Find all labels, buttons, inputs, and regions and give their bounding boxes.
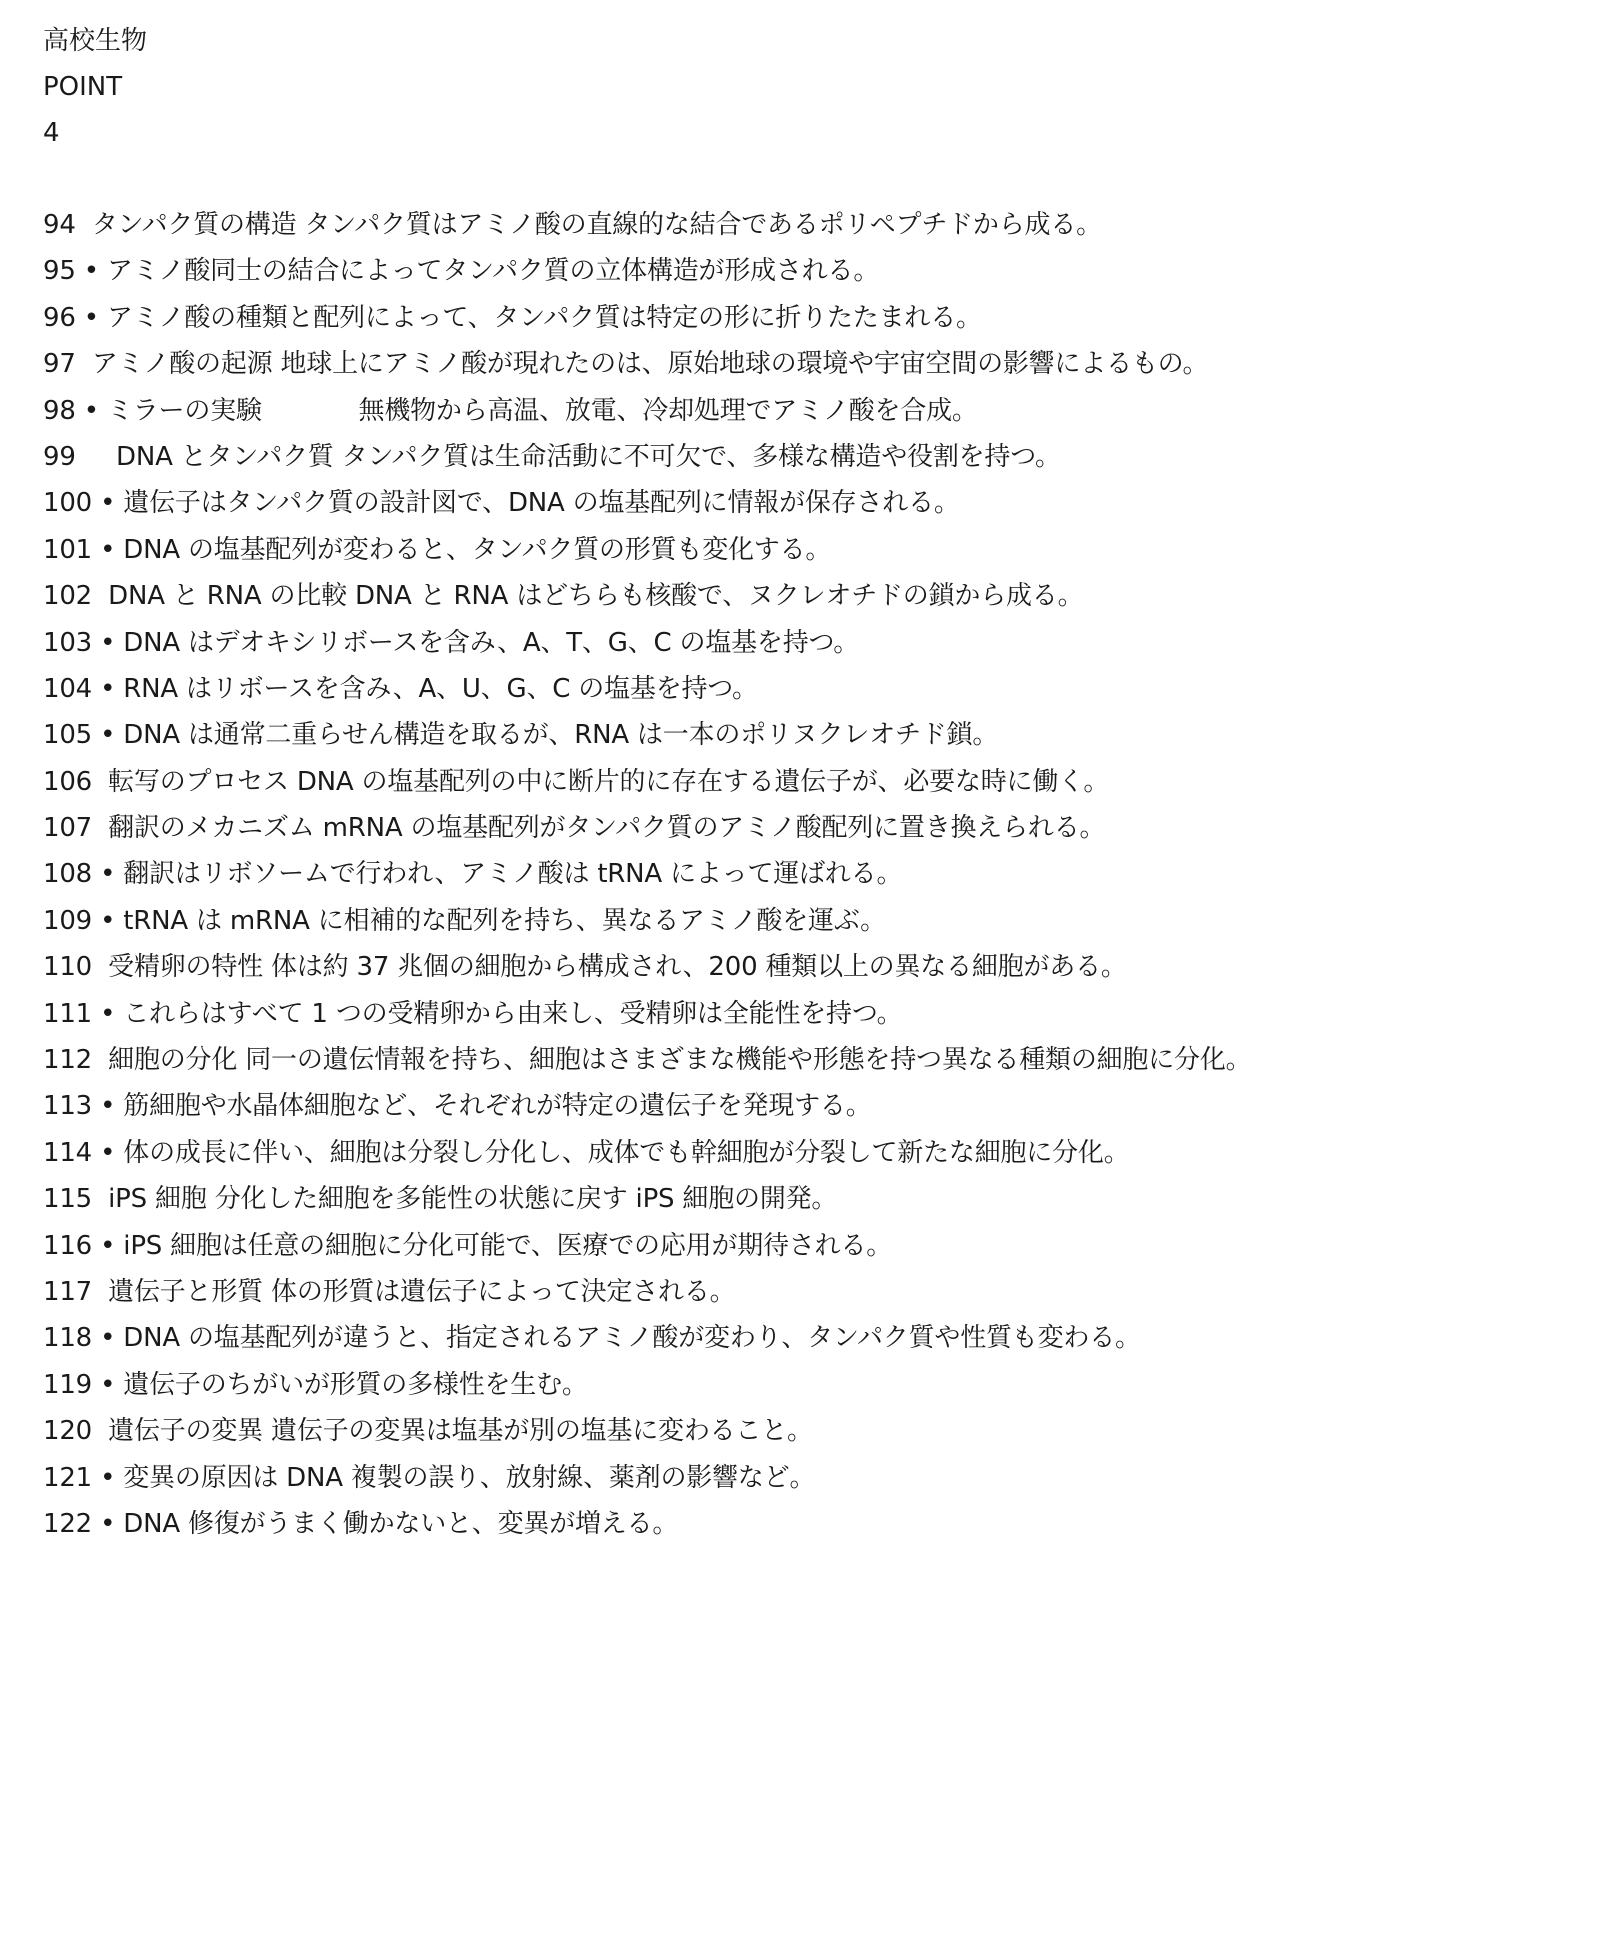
header-spacer [43, 156, 1600, 202]
list-item: 121 • 変異の原因は DNA 複製の誤り、放射線、薬剤の影響など。 [43, 1462, 816, 1493]
point-label: POINT [43, 72, 123, 102]
list-item: 103 • DNA はデオキシリボースを含み、A、T、G、C の塩基を持つ。 [43, 627, 860, 658]
list-item: 95 • アミノ酸同士の結合によってタンパク質の立体構造が形成される。 [43, 256, 880, 287]
point-list [43, 202, 1600, 1547]
list-item: 99 DNA とタンパク質 タンパク質は生命活動に不可欠で、多様な構造や役割を持つ。 [43, 441, 1061, 472]
list-item: 101 • DNA の塩基配列が変わると、タンパク質の形質も変化する。 [43, 534, 832, 565]
list-item: 119 • 遺伝子のちがいが形質の多様性を生む。 [43, 1369, 588, 1400]
list-item: 111 • これらはすべて 1 つの受精卵から由来し、受精卵は全能性を持つ。 [43, 998, 903, 1029]
point-number: 4 [43, 118, 60, 148]
list-item: 102 DNA と RNA の比較 DNA と RNA はどちらも核酸で、ヌクレオチドの鎖から成る。 [43, 581, 1084, 612]
list-item: 96 • アミノ酸の種類と配列によって、タンパク質は特定の形に折りたたまれる。 [43, 302, 982, 333]
list-item: 107 翻訳のメカニズム mRNA の塩基配列がタンパク質のアミノ酸配列に置き換えられる。 [43, 813, 1106, 844]
list-item: 112 細胞の分化 同一の遺伝情報を持ち、細胞はさまざまな機能や形態を持つ異なる種類の細胞に分化。 [43, 1045, 1252, 1076]
list-item: 108 • 翻訳はリボソームで行われ、アミノ酸は tRNA によって運ばれる。 [43, 859, 903, 890]
list-item: 117 遺伝子と形質 体の形質は遺伝子によって決定される。 [43, 1276, 736, 1307]
list-item: 116 • iPS 細胞は任意の細胞に分化可能で、医療での応用が期待される。 [43, 1230, 893, 1261]
list-item: 110 受精卵の特性 体は約 37 兆個の細胞から構成され、200 種類以上の異なる細胞がある。 [43, 952, 1127, 983]
list-item: 106 転写のプロセス DNA の塩基配列の中に断片的に存在する遺伝子が、必要な時に働く。 [43, 766, 1110, 797]
list-item: 114 • 体の成長に伴い、細胞は分裂し分化し、成体でも幹細胞が分裂して新たな細胞に分化。 [43, 1137, 1130, 1168]
list-item: 105 • DNA は通常二重らせん構造を取るが、RNA は一本のポリヌクレオチド鎖。 [43, 720, 999, 751]
list-item: 98 • ミラーの実験 無機物から高温、放電、冷却処理でアミノ酸を合成。 [43, 395, 978, 426]
list-item: 120 遺伝子の変異 遺伝子の変異は塩基が別の塩基に変わること。 [43, 1416, 813, 1447]
subject-title: 高校生物 [43, 26, 148, 56]
list-item: 94 タンパク質の構造 タンパク質はアミノ酸の直線的な結合であるポリペプチドから成る。 [43, 210, 1102, 240]
list-item: 113 • 筋細胞や水晶体細胞など、それぞれが特定の遺伝子を発現する。 [43, 1091, 872, 1122]
list-item: 109 • tRNA は mRNA に相補的な配列を持ち、異なるアミノ酸を運ぶ。 [43, 905, 886, 936]
list-item: 100 • 遺伝子はタンパク質の設計図で、DNA の塩基配列に情報が保存される。 [43, 488, 960, 519]
list-item: 97 アミノ酸の起源 地球上にアミノ酸が現れたのは、原始地球の環境や宇宙空間の影響によるもの。 [43, 349, 1209, 380]
list-item: 122 • DNA 修復がうまく働かないと、変異が増える。 [43, 1508, 679, 1539]
list-item: 118 • DNA の塩基配列が違うと、指定されるアミノ酸が変わり、タンパク質や性質も変わる。 [43, 1323, 1141, 1354]
list-item: 104 • RNA はリボースを含み、A、U、G、C の塩基を持つ。 [43, 673, 758, 704]
list-item: 115 iPS 細胞 分化した細胞を多能性の状態に戻す iPS 細胞の開発。 [43, 1184, 838, 1215]
